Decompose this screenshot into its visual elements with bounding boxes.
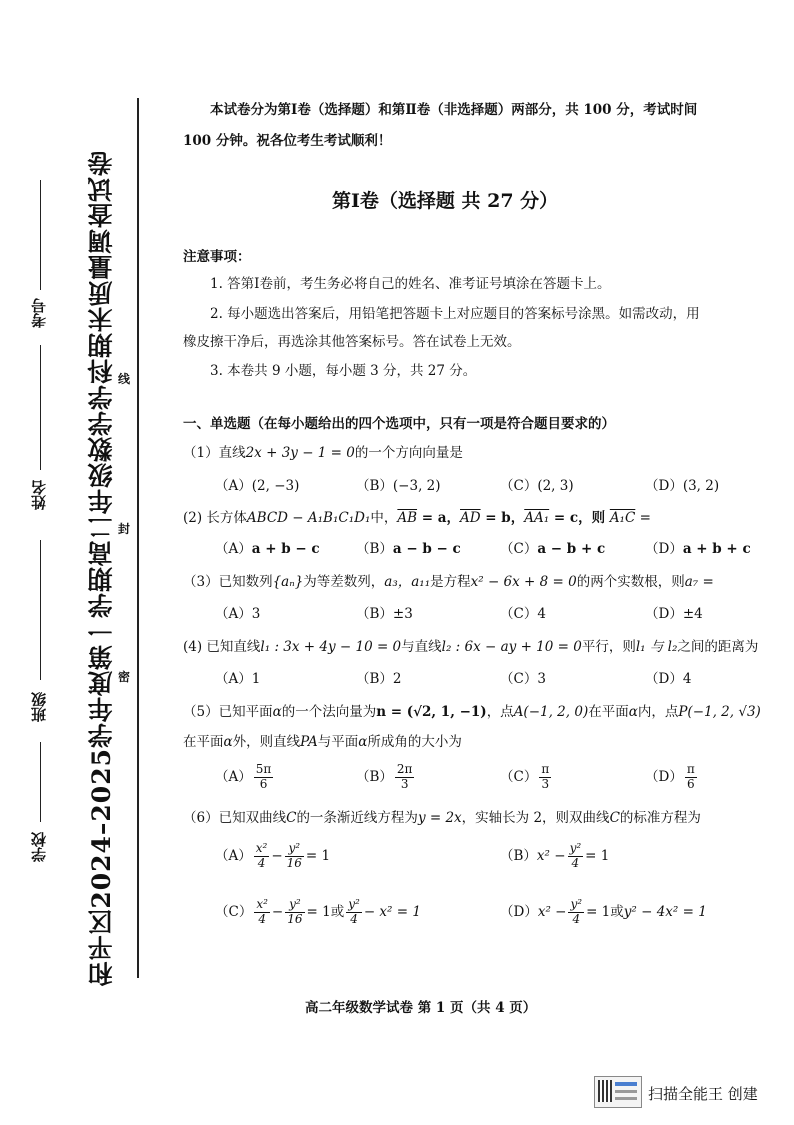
class-label: 班级 — [30, 692, 48, 722]
q1-option-b: （B）(−3, 2) — [356, 478, 441, 494]
q2-option-d: （D）a + b + c — [645, 541, 751, 557]
notice-item-2b: 橡皮擦干净后，再选涂其他答案标号。答在试卷上无效。 — [183, 334, 521, 350]
class-blank[interactable] — [40, 540, 41, 680]
notice-item-1: 1. 答第Ⅰ卷前，考生务必将自己的姓名、准考证号填涂在答题卡上。 — [210, 276, 611, 292]
q1-option-d: （D）(3, 2) — [645, 478, 720, 494]
q6-stem: （6）已知双曲线C的一条渐近线方程为y = 2x，实轴长为 2，则双曲线C的标准方程为 — [183, 810, 701, 826]
notice-item-2a: 2. 每小题选出答案后，用铅笔把答题卡上对应题目的答案标号涂黑。如需改动，用 — [210, 306, 700, 322]
bind-mark-mi: 密 — [118, 670, 131, 684]
name-label: 姓名 — [30, 480, 48, 510]
q1-option-c: （C）(2, 3) — [500, 478, 574, 494]
bind-mark-feng: 封 — [118, 522, 131, 536]
q3-option-a: （A）3 — [215, 606, 261, 622]
q2-option-b: （B）a − b − c — [356, 541, 461, 557]
notice-title: 注意事项： — [183, 249, 251, 265]
name-blank[interactable] — [40, 345, 41, 470]
school-label: 学校 — [30, 832, 48, 862]
q3-option-b: （B）±3 — [356, 606, 413, 622]
q1-option-a: （A）(2, −3) — [215, 478, 300, 494]
school-blank[interactable] — [40, 742, 41, 822]
q6-option-d: （D）x² − $\frac{\text{y²}}{4}$ = 1或y² − 4x² = 1 — [500, 897, 707, 926]
q4-option-c: （C）3 — [500, 671, 546, 687]
q6-option-a: （A） $\frac{\text{x²}}{4}$ − $\frac{\text{y²}}{16}$ = 1 — [215, 841, 331, 870]
scanner-logo-icon — [594, 1076, 642, 1108]
q4-stem: (4) 已知直线l₁ : 3x + 4y − 10 = 0与直线l₂ : 6x − ay + 10 = 0平行，则l₁ 与 l₂之间的距离为 — [183, 639, 759, 655]
q2-option-c: （C）a − b + c — [500, 541, 606, 557]
section-title: 第Ⅰ卷（选择题 共 27 分） — [332, 190, 559, 212]
q4-option-b: （B）2 — [356, 671, 402, 687]
exam-title-vertical: 和平区2024–2025学年度第一学期高二年级数学学科期末质量调查试卷 — [87, 150, 116, 987]
q5-option-c: （C） $\frac{\pi}{3}$ — [500, 762, 550, 791]
number-blank[interactable] — [40, 180, 41, 290]
scanner-watermark-text: 扫描全能王 创建 — [648, 1085, 758, 1103]
q1-stem: （1）直线2x + 3y − 1 = 0的一个方向向量是 — [183, 445, 463, 461]
binding-line — [137, 98, 139, 978]
q5-option-d: （D） $\frac{\pi}{6}$ — [645, 762, 695, 791]
q5-stem-line-2: 在平面α外，则直线PA与平面α所成角的大小为 — [183, 734, 462, 750]
page-footer: 高二年级数学试卷 第 1 页（共 4 页） — [305, 1000, 537, 1016]
intro-line-1: 本试卷分为第Ⅰ卷（选择题）和第Ⅱ卷（非选择题）两部分，共 100 分，考试时间 — [210, 102, 698, 118]
q3-option-d: （D）±4 — [645, 606, 703, 622]
q5-option-b: （B） $\frac{2\pi}{3}$ — [356, 762, 413, 791]
intro-line-2: 100 分钟。祝各位考生考试顺利！ — [183, 133, 392, 149]
q4-option-d: （D）4 — [645, 671, 692, 687]
q2-option-a: （A）a + b − c — [215, 541, 320, 557]
q4-option-a: （A）1 — [215, 671, 261, 687]
bind-mark-xian: 线 — [118, 372, 131, 386]
q5-option-a: （A） $\frac{5\pi}{6}$ — [215, 762, 272, 791]
q3-option-c: （C）4 — [500, 606, 546, 622]
q6-option-c: （C） $\frac{\text{x²}}{4}$ − $\frac{\text{y²}}{16}$ = 1或 $\frac{\text{y²}}{4}$ − x² = 1 — [215, 897, 421, 926]
q2-stem: (2) 长方体ABCD − A₁B₁C₁D₁中，$\overline{AB} = a$，$\overline{AD} = b$，AA₁ = c，则 A₁C = — [183, 510, 651, 526]
notice-item-3: 3. 本卷共 9 小题，每小题 3 分，共 27 分。 — [210, 363, 477, 379]
number-label: 考号 — [30, 298, 48, 328]
part1-title: 一、单选题（在每小题给出的四个选项中，只有一项是符合题目要求的） — [183, 416, 615, 432]
q5-stem-line-1: （5）已知平面α的一个法向量为n = (√2, 1, −1)，点A(−1, 2, 0)在平面α内，点P(−1, 2, √3) — [183, 704, 761, 720]
q6-option-b: （B）x² − $\frac{\text{y²}}{4}$ = 1 — [500, 841, 610, 870]
q3-stem: （3）已知数列{aₙ}为等差数列，a₃，a₁₁是方程x² − 6x + 8 = 0的两个实数根，则a₇ = — [183, 574, 714, 590]
